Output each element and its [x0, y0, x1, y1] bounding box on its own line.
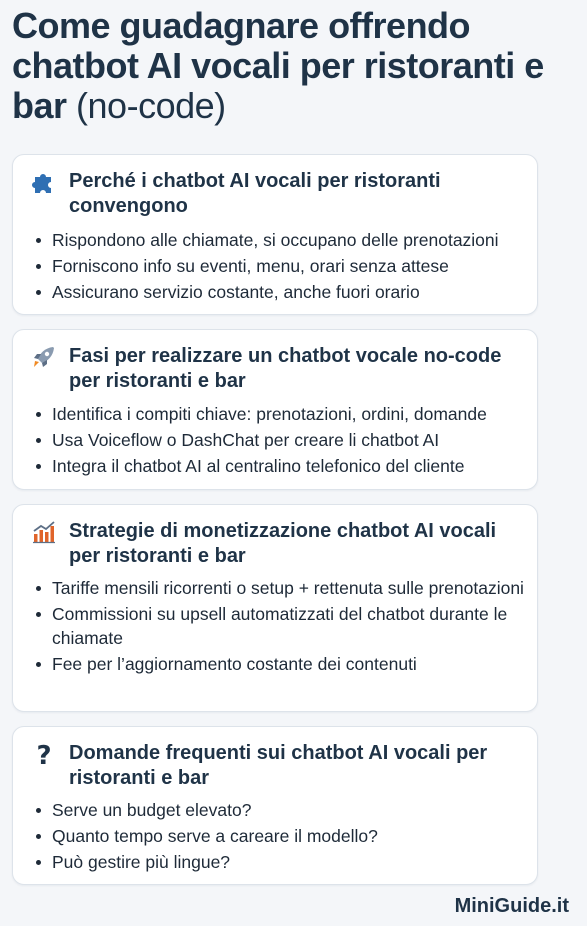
svg-text:?: ? — [36, 741, 52, 767]
section-list — [35, 798, 525, 876]
section-header — [31, 741, 526, 791]
list-item: Quanto tempo serve a careare il modello? — [35, 824, 525, 848]
list-item: Tariffe mensili ricorrenti o setup + rettenuta sulle prenotazioni — [35, 576, 525, 600]
section-header — [31, 169, 526, 219]
list-item: Può gestire più lingue? — [35, 850, 525, 874]
question-icon — [31, 741, 57, 767]
brand-logo-text: MiniGuide.it — [454, 895, 569, 917]
section-title: Strategie di monetizzazione chatbot AI vocali per ristoranti e bar — [69, 520, 497, 567]
list-item: Serve un budget elevato? — [35, 798, 525, 822]
bar-chart-icon — [31, 519, 57, 545]
section-list — [35, 228, 525, 306]
section-list — [35, 402, 525, 480]
page-title-main: Come guadagnare offrendo chatbot AI vocali per ristoranti e bar — [12, 5, 544, 126]
section-card-steps — [12, 329, 538, 490]
section-header — [31, 344, 526, 394]
list-item: Usa Voiceflow o DashChat per creare li chatbot AI — [35, 428, 525, 452]
rocket-icon — [31, 344, 57, 370]
section-title: Domande frequenti sui chatbot AI vocali per ristoranti e bar — [69, 742, 488, 789]
list-item: Assicurano servizio costante, anche fuori orario — [35, 280, 525, 304]
list-item: Commissioni su upsell automatizzati del chatbot durante le chiamate — [35, 602, 525, 650]
section-header — [31, 519, 526, 569]
section-title: Fasi per realizzare un chatbot vocale no-code per ristoranti e bar — [69, 345, 502, 392]
section-card-monetization — [12, 504, 538, 712]
list-item: Rispondono alle chiamate, si occupano delle prenotazioni — [35, 228, 525, 252]
list-item: Integra il chatbot AI al centralino telefonico del cliente — [35, 454, 525, 478]
section-list — [35, 576, 525, 678]
page-title-suffix: (no-code) — [76, 85, 226, 126]
puzzle-icon — [31, 169, 57, 195]
list-item: Identifica i compiti chiave: prenotazioni, ordini, domande — [35, 402, 525, 426]
section-card-why — [12, 154, 538, 315]
list-item: Fee per l’aggiornamento costante dei contenuti — [35, 652, 525, 676]
section-card-faq — [12, 726, 538, 885]
list-item: Forniscono info su eventi, menu, orari senza attese — [35, 254, 525, 278]
section-title: Perché i chatbot AI vocali per ristoranti convengono — [69, 170, 441, 217]
page-title — [12, 6, 577, 126]
